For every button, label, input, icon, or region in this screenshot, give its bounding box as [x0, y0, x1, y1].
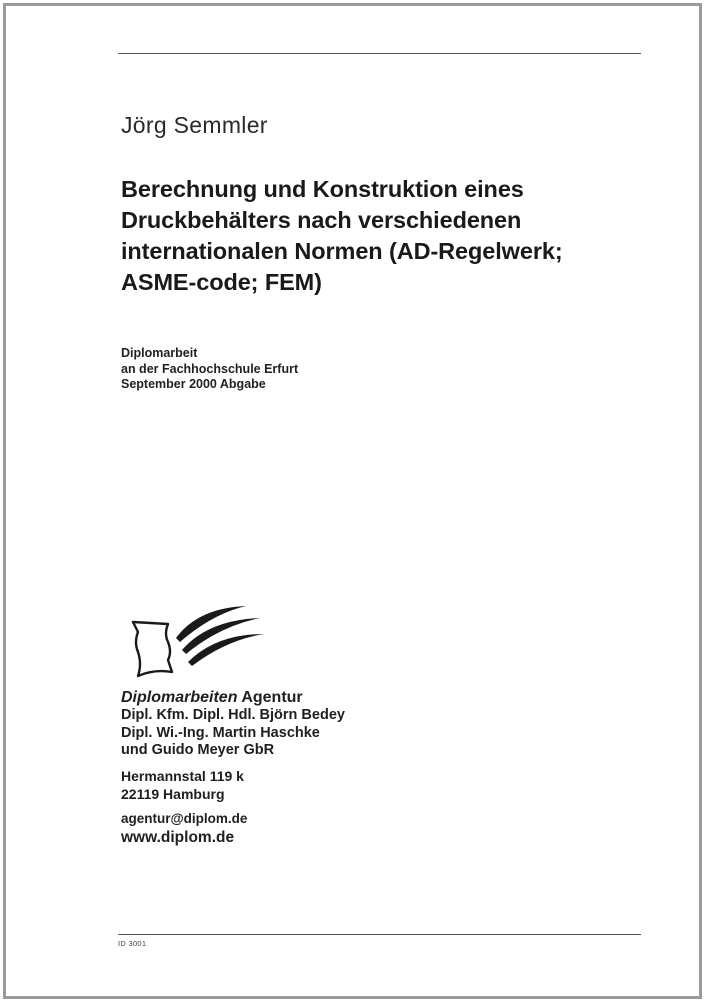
publisher-name-regular: Agentur — [237, 689, 303, 706]
bottom-divider — [118, 934, 641, 935]
publisher-block — [121, 688, 345, 760]
address-city: 22119 Hamburg — [121, 785, 225, 802]
website-link[interactable]: www.diplom.de — [121, 829, 235, 846]
title-line: ASME-code; FEM) — [121, 269, 322, 295]
top-divider — [118, 53, 641, 54]
title-line: Berechnung und Konstruktion eines — [121, 176, 524, 202]
thesis-date: September 2000 Abgabe — [121, 377, 266, 391]
email-link[interactable]: agentur@diplom.de — [121, 811, 248, 826]
publisher-partner: Dipl. Wi.-Ing. Martin Haschke — [121, 724, 320, 741]
publisher-address — [121, 768, 244, 803]
thesis-type: Diplomarbeit — [121, 346, 198, 360]
title-line: Druckbehälters nach verschiedenen — [121, 207, 522, 233]
diplomarbeiten-agentur-logo-icon — [128, 602, 268, 682]
thesis-info — [121, 346, 298, 393]
publisher-name-italic: Diplomarbeiten — [121, 689, 238, 706]
author-name: Jörg Semmler — [121, 112, 268, 138]
thesis-institution: an der Fachhochschule Erfurt — [121, 361, 299, 376]
publisher-partner: Dipl. Kfm. Dipl. Hdl. Björn Bedey — [121, 707, 345, 723]
publisher-contact — [121, 810, 247, 847]
document-id: ID 3001 — [118, 939, 147, 948]
document-title — [121, 174, 661, 298]
publisher-name — [121, 688, 345, 707]
address-street: Hermannstal 119 k — [121, 768, 244, 784]
page-frame — [3, 3, 702, 999]
publisher-partner: und Guido Meyer GbR — [121, 742, 275, 758]
title-line: internationalen Normen (AD-Regelwerk; — [121, 238, 563, 264]
